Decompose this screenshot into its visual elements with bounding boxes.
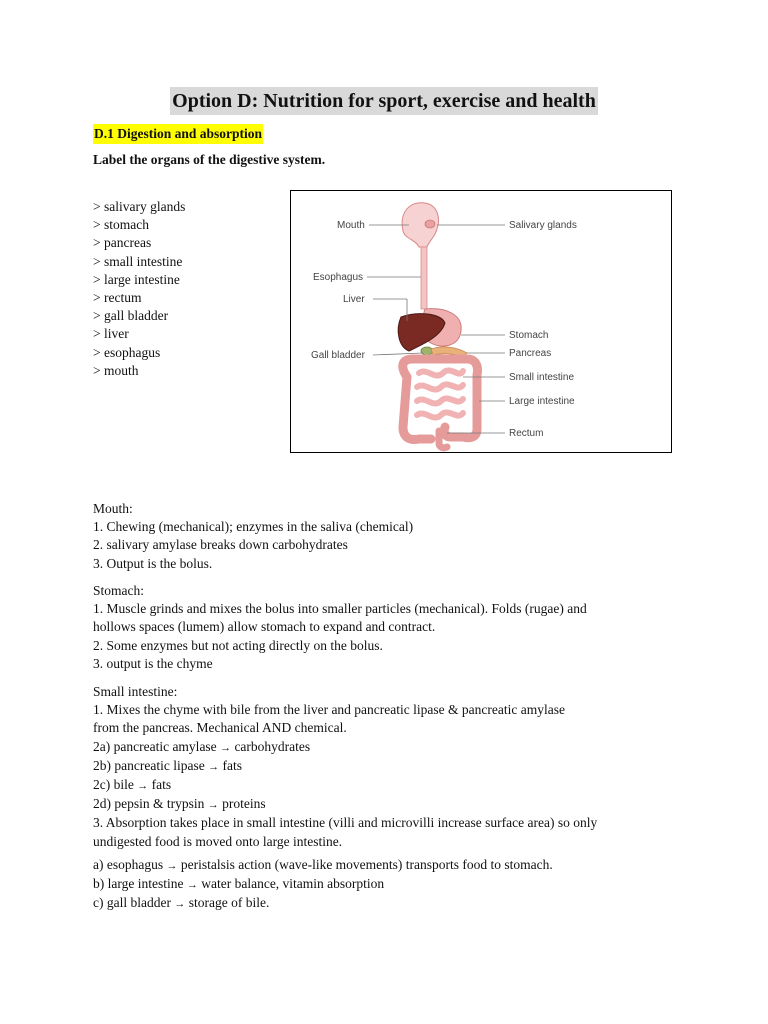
digestive-system-diagram — [290, 190, 672, 453]
diagram-label-pancreas: Pancreas — [509, 348, 552, 359]
arrow-icon: → — [186, 879, 198, 892]
stomach-line: 1. Muscle grinds and mixes the bolus into smaller particles (mechanical). Folds (rugae) and — [93, 601, 587, 617]
diagram-label-esophagus: Esophagus — [313, 272, 364, 283]
diagram-label-rectum: Rectum — [509, 428, 544, 439]
organ-list-item: > small intestine — [93, 253, 183, 269]
arrow-icon: → — [137, 780, 149, 793]
mouth-section — [93, 500, 413, 573]
section-heading: D.1 Digestion and absorption — [93, 124, 263, 144]
small-intestine-line: 1. Mixes the chyme with bile from the liver and pancreatic lipase & pancreatic amylase — [93, 702, 565, 718]
organ-list-item: > stomach — [93, 217, 149, 233]
organ-list-item: > pancreas — [93, 235, 152, 251]
arrow-icon: → — [207, 799, 219, 812]
small-intestine-section — [93, 683, 597, 851]
section-heading-mouth: Mouth: — [93, 501, 133, 516]
organ-list-item: > mouth — [93, 362, 139, 378]
enzyme-line: 2c) bile → fats — [93, 777, 172, 793]
salivary-gland — [425, 220, 435, 228]
gall-bladder — [421, 347, 433, 355]
diagram-label-mouth: Mouth — [337, 220, 365, 231]
arrow-icon: → — [208, 760, 220, 773]
organ-list-item: > liver — [93, 326, 129, 342]
small-intestine-line: 3. Absorption takes place in small intestine (villi and microvilli increase surface area) so only — [93, 815, 598, 831]
organ-list-item: > salivary glands — [93, 199, 186, 214]
section-heading-stomach: Stomach: — [93, 583, 144, 598]
note-line: c) gall bladder → storage of bile. — [93, 895, 270, 911]
organ-list-item: > large intestine — [93, 271, 180, 287]
mouth-line: 2. salivary amylase breaks down carbohydrates — [93, 537, 348, 553]
diagram-label-salivary-glands: Salivary glands — [509, 220, 577, 231]
instruction: Label the organs of the digestive system. — [93, 152, 326, 167]
page-title: Option D: Nutrition for sport, exercise and health — [170, 87, 598, 115]
organ-list-item: > gall bladder — [93, 308, 169, 324]
enzyme-line: 2b) pancreatic lipase → fats — [93, 757, 242, 773]
mouth-line: 3. Output is the bolus. — [93, 555, 213, 571]
notes-section — [93, 856, 553, 914]
note-line: a) esophagus → peristalsis action (wave-like movements) transports food to stomach. — [93, 857, 553, 872]
mouth-line: 1. Chewing (mechanical); enzymes in the saliva (chemical) — [93, 519, 414, 535]
digestive-system-illustration — [291, 191, 671, 452]
enzyme-line: 2d) pepsin & trypsin → proteins — [93, 796, 266, 812]
stomach-line: hollows spaces (lumem) allow stomach to expand and contract. — [93, 619, 436, 635]
stomach-line: 3. output is the chyme — [93, 655, 213, 671]
stomach-line: 2. Some enzymes but not acting directly on the bolus. — [93, 637, 383, 653]
diagram-label-gall-bladder: Gall bladder — [311, 350, 365, 361]
diagram-label-small-intestine: Small intestine — [509, 372, 575, 383]
organ-list — [93, 198, 185, 380]
stomach-section — [93, 582, 587, 673]
arrow-icon: → — [220, 741, 232, 754]
note-line: b) large intestine → water balance, vitamin absorption — [93, 876, 385, 892]
diagram-label-large-intestine: Large intestine — [509, 396, 575, 407]
small-intestine — [417, 370, 463, 417]
organ-list-item: > rectum — [93, 290, 142, 306]
page-title-wrap — [0, 87, 768, 115]
small-intestine-line: undigested food is moved onto large intestine. — [93, 833, 343, 849]
organ-list-item: > esophagus — [93, 344, 161, 360]
section-heading-small-intestine: Small intestine: — [93, 684, 178, 699]
small-intestine-line: from the pancreas. Mechanical AND chemical. — [93, 720, 347, 736]
arrow-icon: → — [174, 898, 186, 911]
arrow-icon: → — [166, 860, 178, 872]
diagram-label-stomach: Stomach — [509, 330, 549, 341]
esophagus — [421, 247, 427, 309]
diagram-label-liver: Liver — [343, 294, 365, 305]
enzyme-line: 2a) pancreatic amylase → carbohydrates — [93, 738, 311, 754]
